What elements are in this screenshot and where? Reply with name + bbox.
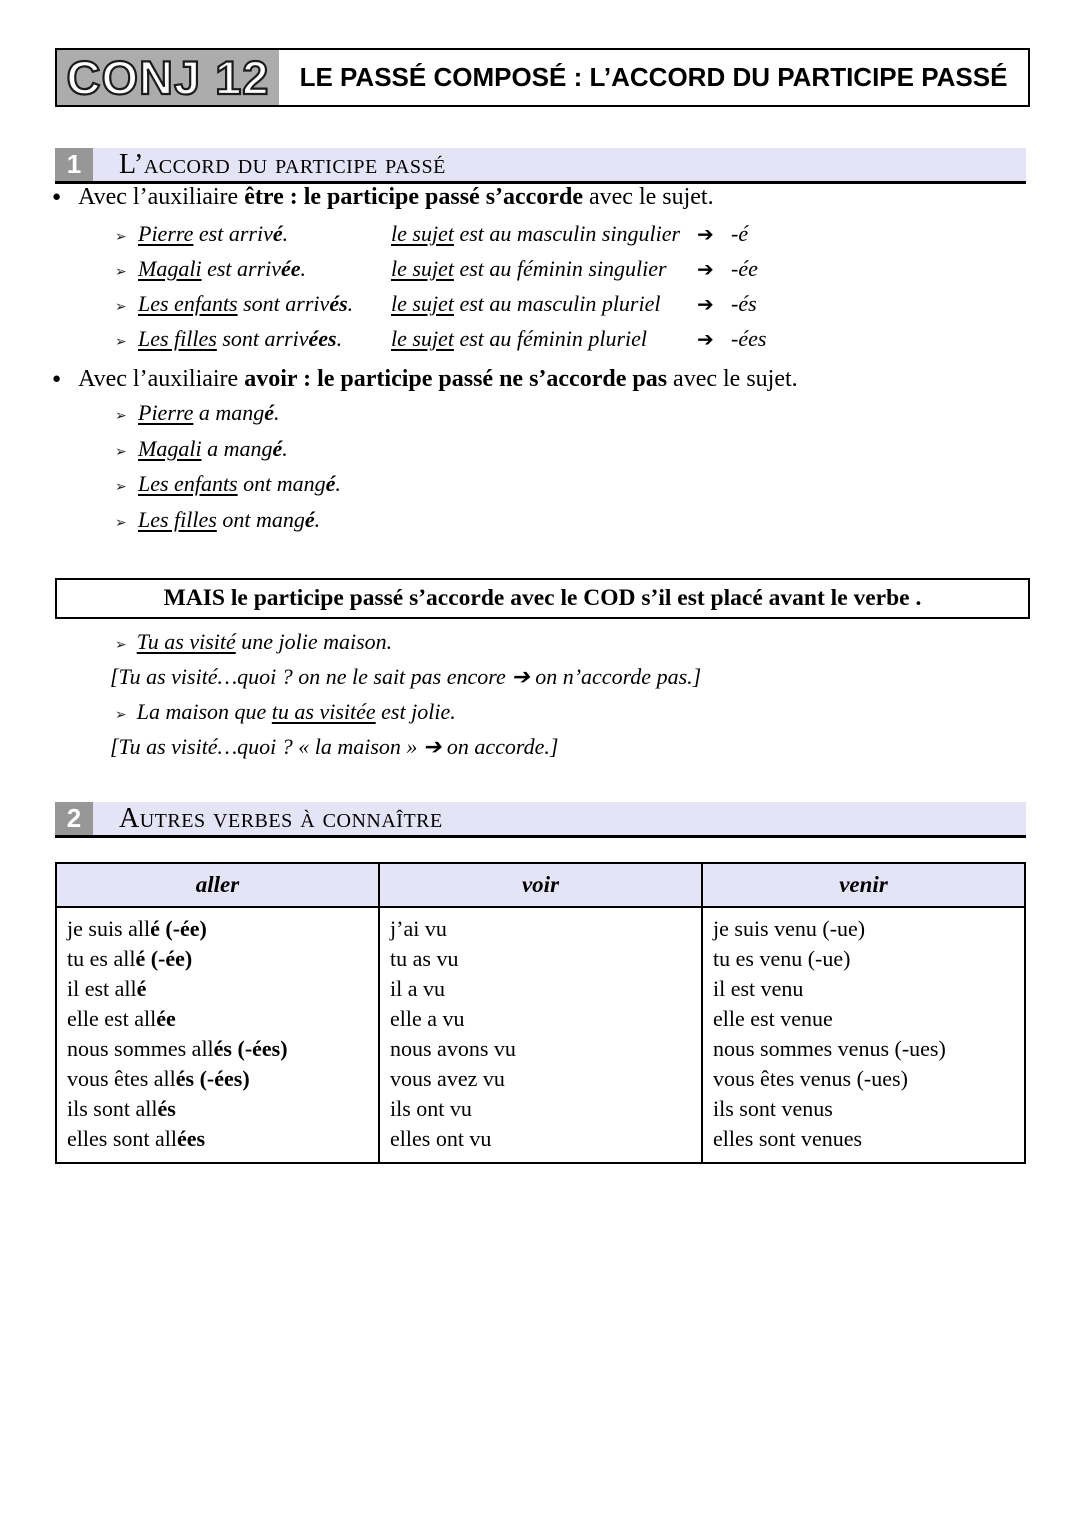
example-suffix: -és	[731, 291, 757, 316]
verb-form: je suis allé (-ée)	[67, 916, 207, 941]
column-header-voir: voir	[379, 863, 702, 907]
arrow-bullet-icon: ➢	[115, 264, 127, 280]
example-sentence: Tu as visité une jolie maison.	[136, 629, 393, 654]
section2-title: Autres verbes à connaître	[119, 802, 443, 834]
verb-form: tu es venu (-ue)	[713, 946, 851, 971]
example-sentence: Pierre est arrivé.	[138, 221, 289, 246]
verb-form: nous sommes venus (-ues)	[713, 1036, 946, 1061]
section2-header	[55, 802, 1026, 838]
verb-form: ils ont vu	[390, 1096, 472, 1121]
rule-avoir-text: Avec l’auxiliaire avoir : le participe passé ne s’accorde pas avec le sujet.	[78, 366, 798, 392]
verb-form: ils sont allés	[67, 1096, 176, 1121]
section1-header	[55, 148, 1026, 184]
verb-form: nous sommes allés (-ées)	[67, 1036, 288, 1061]
arrow-bullet-icon: ➢	[115, 707, 127, 723]
cod-rule-box: MAIS le participe passé s’accorde avec le COD s’il est placé avant le verbe .	[55, 578, 1030, 619]
example-sentence: Magali est arrivée.	[138, 256, 307, 281]
heavy-arrow-icon: ➔	[697, 329, 714, 351]
verb-form: nous avons vu	[390, 1036, 516, 1061]
verb-form: elles sont venues	[713, 1126, 863, 1151]
table-header-row	[56, 863, 1025, 907]
verb-form: il est venu	[713, 976, 804, 1001]
cod-example-row	[108, 699, 701, 734]
avoir-example-row	[115, 400, 341, 436]
rule-avoir	[52, 366, 798, 393]
cod-example-row	[108, 629, 701, 664]
arrow-bullet-icon: ➢	[115, 637, 127, 653]
avoir-example-row	[115, 436, 341, 472]
arrow-bullet-icon: ➢	[115, 229, 127, 245]
verb-form: il a vu	[390, 976, 445, 1001]
arrow-bullet-icon: ➢	[115, 334, 127, 350]
heavy-arrow-icon: ➔	[697, 294, 714, 316]
verb-form: ils sont venus	[713, 1096, 833, 1121]
example-rule: le sujet est au féminin singulier	[391, 256, 667, 281]
section1-number: 1	[55, 148, 93, 181]
avoir-example-row	[115, 507, 341, 543]
conjugation-table	[55, 862, 1026, 1164]
verb-form: il est allé	[67, 976, 147, 1001]
example-comment: [Tu as visité…quoi ? on ne le sait pas encore ➔ on n’accorde pas.]	[110, 664, 702, 689]
column-venir	[702, 907, 1025, 1163]
etre-example-row	[115, 326, 766, 361]
example-comment: [Tu as visité…quoi ? « la maison » ➔ on accorde.]	[110, 734, 559, 759]
column-voir	[379, 907, 702, 1163]
etre-example-row	[115, 221, 766, 256]
rule-etre-text: Avec l’auxiliaire être : le participe passé s’accorde avec le sujet.	[78, 184, 714, 210]
column-header-aller: aller	[56, 863, 379, 907]
example-suffix: -ée	[731, 256, 758, 281]
example-sentence: Les enfants ont mangé.	[138, 471, 341, 496]
example-suffix: -é	[731, 221, 749, 246]
verb-form: elle a vu	[390, 1006, 465, 1031]
verb-form: vous êtes venus (-ues)	[713, 1066, 908, 1091]
heavy-arrow-icon: ➔	[697, 224, 714, 246]
etre-example-row	[115, 256, 766, 291]
etre-example-row	[115, 291, 766, 326]
example-rule: le sujet est au féminin pluriel	[391, 326, 648, 351]
heavy-arrow-icon: ➔	[697, 259, 714, 281]
arrow-bullet-icon: ➢	[115, 408, 127, 424]
column-header-venir: venir	[702, 863, 1025, 907]
verb-form: vous avez vu	[390, 1066, 505, 1091]
table-body-row	[56, 907, 1025, 1163]
example-sentence: Magali a mangé.	[138, 435, 288, 461]
bullet-icon: ●	[52, 189, 62, 205]
verb-form: tu es allé (-ée)	[67, 946, 193, 971]
cod-comment-row	[108, 664, 701, 699]
verb-form: elle est allée	[67, 1006, 176, 1031]
section1-title: L’accord du participe passé	[119, 148, 446, 180]
example-suffix: -ées	[731, 326, 767, 351]
example-rule: le sujet est au masculin singulier	[391, 221, 681, 246]
example-sentence: La maison que tu as visitée est jolie.	[136, 699, 456, 724]
verb-form: j’ai vu	[390, 916, 447, 941]
example-sentence: Les filles ont mangé.	[138, 506, 321, 532]
header	[55, 48, 1030, 107]
cod-comment-row	[108, 734, 701, 769]
cod-example-list	[108, 629, 701, 769]
example-sentence: Les enfants sont arrivés.	[138, 291, 354, 316]
section2-number: 2	[55, 802, 93, 835]
arrow-bullet-icon: ➢	[115, 479, 127, 495]
verb-form: vous êtes allés (-ées)	[67, 1066, 250, 1091]
avoir-example-row	[115, 471, 341, 507]
arrow-bullet-icon: ➢	[115, 443, 127, 460]
example-rule: le sujet est au masculin pluriel	[391, 291, 661, 316]
verb-form: elles sont allées	[67, 1126, 206, 1151]
example-sentence: Pierre a mangé.	[138, 400, 280, 425]
rule-etre	[52, 184, 714, 211]
page-title: LE PASSÉ COMPOSÉ : L’ACCORD DU PARTICIPE PASSÉ	[299, 62, 1008, 92]
verb-form: elle est venue	[713, 1006, 833, 1031]
column-aller	[56, 907, 379, 1163]
example-sentence: Les filles sont arrivées.	[138, 326, 343, 351]
verb-form: tu as vu	[390, 946, 459, 971]
etre-example-list	[115, 221, 766, 361]
verb-form: je suis venu (-ue)	[713, 916, 866, 941]
avoir-example-list	[115, 400, 341, 542]
arrow-bullet-icon: ➢	[115, 299, 127, 315]
verb-form: elles ont vu	[390, 1126, 492, 1151]
lesson-code-badge: CONJ 12	[57, 50, 279, 105]
bullet-icon: ●	[52, 371, 62, 387]
arrow-bullet-icon: ➢	[115, 514, 127, 531]
